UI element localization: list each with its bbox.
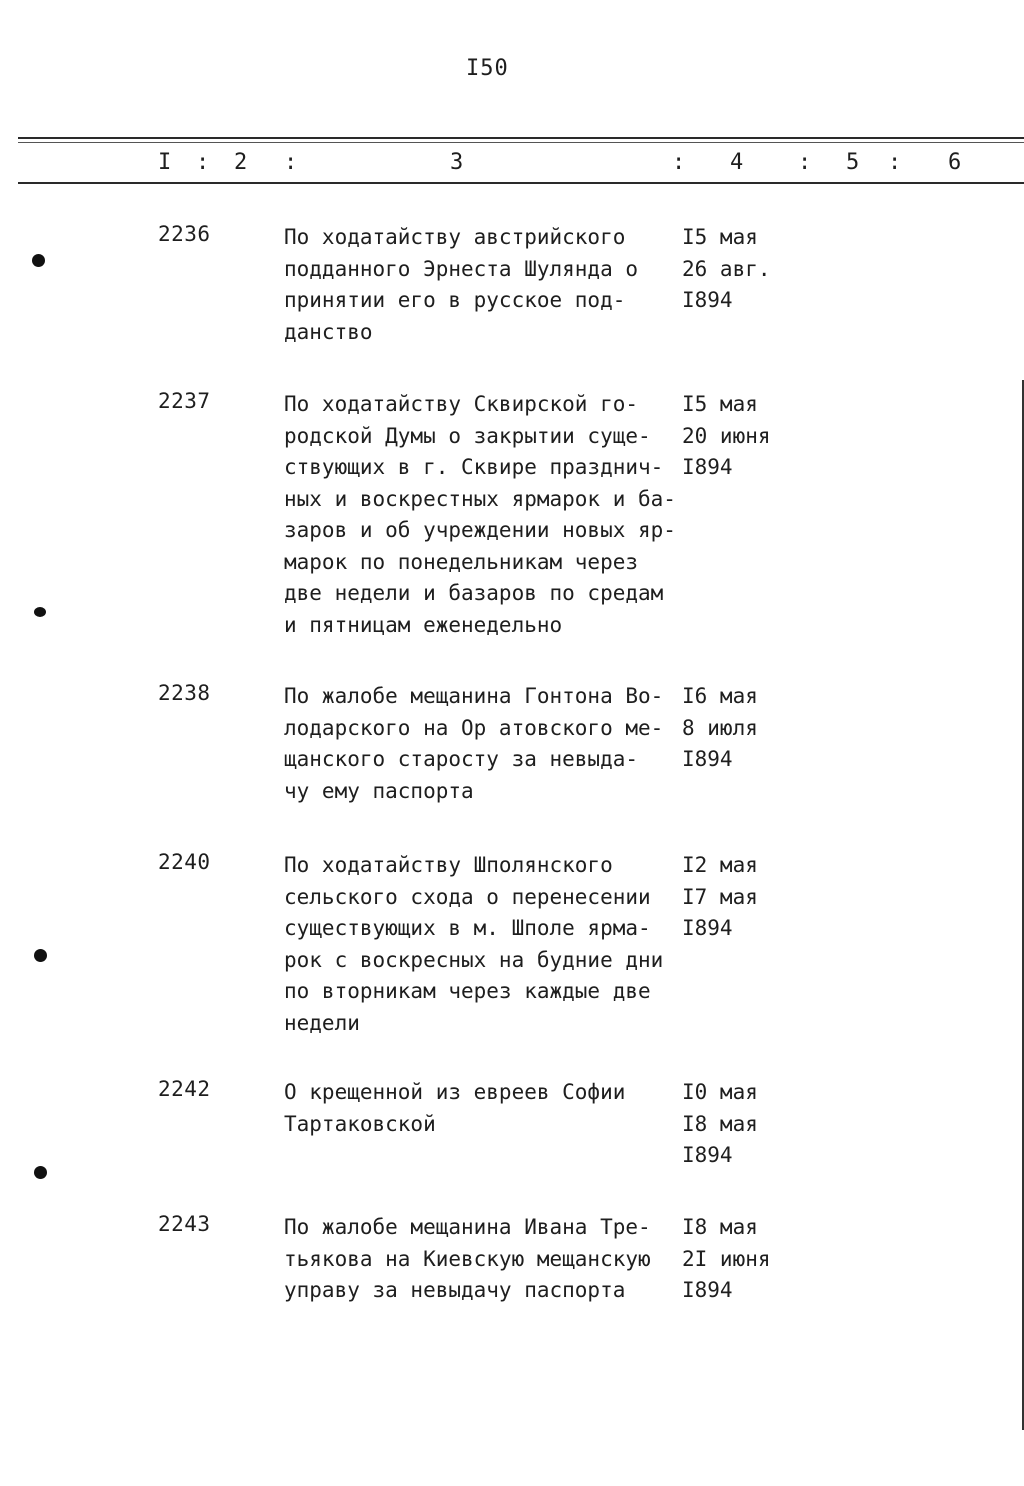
description-line: О крещенной из евреев Софии [284,1080,626,1104]
description-line: По ходатайству Сквирской го- [284,392,639,416]
entry-description [284,1077,694,1140]
entry-number: 2242 [158,1077,211,1101]
entry-dates [682,1077,802,1172]
start-date: I8 мая [682,1215,758,1239]
column-separator: : [284,150,298,175]
description-line: недели [284,1010,360,1035]
entry-year: I894 [682,455,733,479]
entry-dates [682,222,802,317]
entry-number: 2237 [158,389,211,413]
start-date: I6 мая [682,684,758,708]
start-date: I2 мая [682,853,758,877]
end-date: I7 мая [682,884,758,909]
description-line: принятии его в русское под- [284,288,626,312]
entry-number: 2243 [158,1212,211,1236]
punch-hole-mark [34,607,46,617]
end-date: 8 июля [682,715,758,740]
column-separator: : [798,150,812,175]
description-line: существующих в м. Шполе ярма- [284,916,651,940]
end-date: 2I июня [682,1246,771,1271]
description-line: сельского схода о перенесении [284,884,651,909]
entry-description [284,850,694,1039]
entry-dates [682,681,802,776]
entry-description [284,681,694,807]
column-header-4: 4 [730,150,744,175]
start-date: I5 мая [682,392,758,416]
entry-year: I894 [682,1143,733,1167]
start-date: I5 мая [682,225,758,249]
punch-hole-mark [34,1166,47,1179]
header-top-rule-thin [18,142,1024,143]
entry-number: 2236 [158,222,211,246]
end-date: 26 авг. [682,256,771,281]
description-line: марок по понедельникам через [284,549,639,574]
end-date: I8 мая [682,1111,758,1136]
description-line: данство [284,319,373,344]
column-header-3: 3 [450,150,464,175]
punch-hole-mark [34,949,47,962]
entry-dates [682,1212,802,1307]
punch-hole-mark [32,254,45,267]
entry-description [284,1212,694,1307]
entry-year: I894 [682,288,733,312]
header-top-rule [18,137,1024,139]
page-number: I50 [466,56,509,81]
description-line: ных и воскрестных ярмарок и ба- [284,486,676,511]
description-line: заров и об учреждении новых яр- [284,518,676,542]
entry-description [284,222,694,348]
column-header-1: I [158,150,172,175]
description-line: По ходатайству австрийского [284,225,626,249]
entry-year: I894 [682,747,733,771]
entry-dates [682,850,802,945]
description-line: две недели и базаров по средам [284,581,664,605]
entry-description [284,389,694,641]
entry-year: I894 [682,1278,733,1302]
description-line: ствующих в г. Сквире празднич- [284,455,664,479]
description-line: рок с воскресных на будние дни [284,947,664,972]
column-separator: : [196,150,210,175]
description-line: родской Думы о закрытии суще- [284,423,651,448]
description-line: по вторникам через каждые две [284,979,651,1003]
description-line: По ходатайству Шполянского [284,853,613,877]
entry-number: 2238 [158,681,211,705]
column-header-6: 6 [948,150,962,175]
description-line: подданного Эрнеста Шулянда о [284,256,639,281]
description-line: управу за невыдачу паспорта [284,1278,626,1302]
description-line: По жалобе мещанина Гонтона Во- [284,684,664,708]
description-line: По жалобе мещанина Ивана Тре- [284,1215,651,1239]
end-date: 20 июня [682,423,771,448]
description-line: Тартаковской [284,1111,436,1136]
column-separator: : [672,150,686,175]
entry-number: 2240 [158,850,211,874]
header-bottom-rule [18,182,1024,184]
description-line: щанского старосту за невыда- [284,747,639,771]
description-line: и пятницам еженедельно [284,612,563,637]
description-line: тьякова на Киевскую мещанскую [284,1246,651,1271]
column-separator: : [888,150,902,175]
start-date: I0 мая [682,1080,758,1104]
column-header-2: 2 [234,150,248,175]
entry-dates [682,389,802,484]
description-line: лодарского на Ор атовского ме- [284,715,664,740]
entry-year: I894 [682,916,733,940]
description-line: чу ему паспорта [284,778,474,803]
column-header-5: 5 [846,150,860,175]
